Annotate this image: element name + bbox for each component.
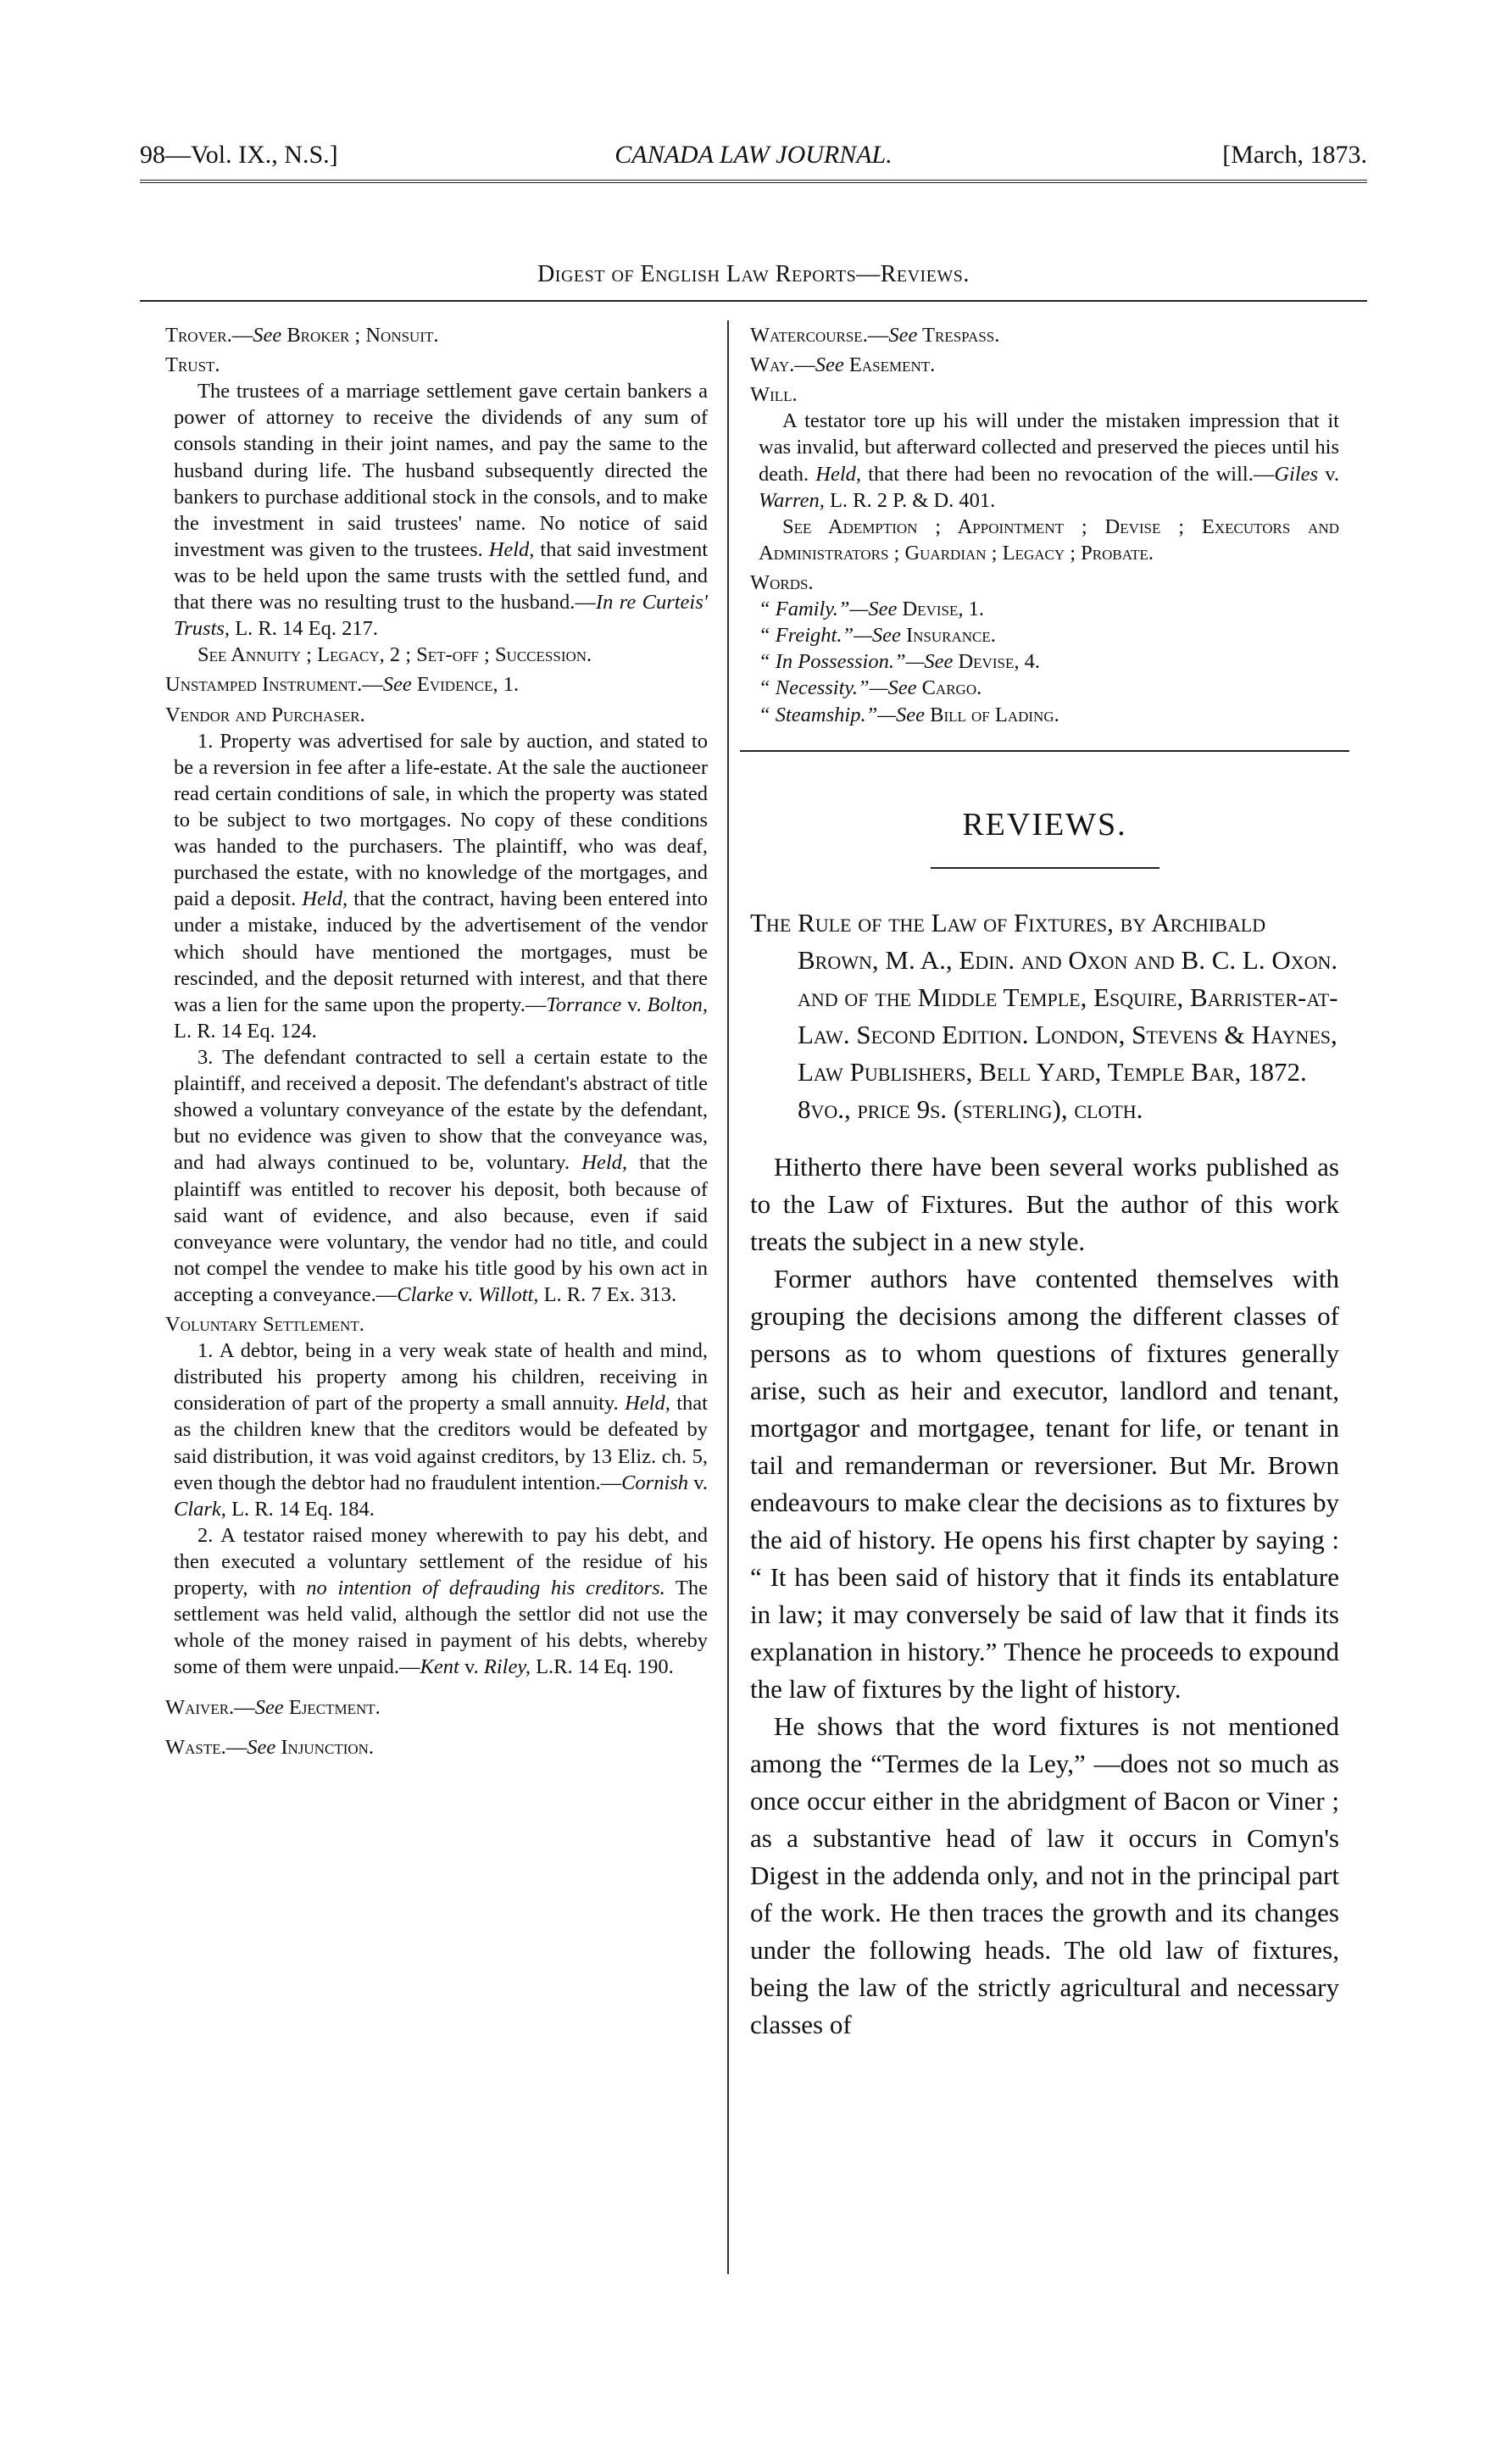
column-divider — [727, 320, 729, 2274]
body-text: 1. Property was advertised for sale by auction, and stated to be a reversion in fee after a life-estate. At the sale the auctioneer read certain conditions of sale, in which the property was stated to be subject to two mortgages. No copy of these conditions was handed to the purchasers. The plaintiff, who was deaf, purchased the estate, with no knowledge of the mortgages, and paid a deposit. — [174, 729, 708, 911]
case-name: Torrance — [546, 993, 622, 1016]
body-text: 3. The defendant contracted to sell a certain estate to the plaintiff, and received a deposit. The defendant's abstract of title showed a voluntary conveyance of the estate by the defendant, but no evidence was given to show that the conveyance was, and had always continued to be, voluntary. — [174, 1045, 708, 1175]
cross-ref: Injunction. — [275, 1735, 375, 1759]
held-word: Held, — [625, 1392, 670, 1416]
entry-head: Trover.— — [165, 324, 253, 347]
left-column — [165, 322, 708, 1764]
citation: L. R. 14 Eq. 217. — [230, 617, 378, 641]
entry-body — [174, 378, 708, 642]
held-word: Held, — [581, 1151, 627, 1175]
digest-entry-unstamped — [165, 671, 708, 698]
see-word: See — [888, 324, 918, 347]
body-text: The settlement was held valid, although the settlor did not use the whole of the money raised in payment of his debts, whereby some of them were unpaid.— — [174, 1577, 708, 1679]
entry-body — [174, 1522, 708, 1681]
word-term: “ In Possession.”—See — [759, 650, 954, 674]
case-name: In re Curteis' Trusts, — [174, 591, 708, 641]
citation: L. R. 14 Eq. 184. — [225, 1497, 375, 1521]
citation: L.R. 14 Eq. 190. — [530, 1655, 674, 1679]
body-text: that the contract, having been entered into under a mistake, induced by the advertisement of the vendor which should have mentioned the mortgages, must be rescinded, and the deposit returned with interest, and that there was a lien for the same upon the property.— — [174, 887, 709, 1016]
case-name: Giles — [1274, 462, 1319, 486]
digest-entry-waiver — [165, 1694, 708, 1721]
cross-ref: Trespass. — [917, 324, 1000, 347]
body-text: that the plaintiff was entitled to recover his deposit, both because of said want of evidence, and also because, even if said conveyance were voluntary, the vendor had no title, and could not compel the vendee to make his title good by his own act in accepting a conveyance.— — [174, 1151, 708, 1306]
digest-entry-way — [750, 352, 1339, 378]
emphasis: no intention of defrauding his creditors. — [306, 1577, 665, 1600]
list-item — [759, 648, 1339, 675]
running-head — [140, 141, 1367, 175]
body-text: that said investment was to be held upon the same trusts with the settled fund, and that there was no resulting trust to the husband.— — [174, 537, 708, 615]
word-term: “ Necessity.”—See — [759, 676, 917, 700]
cross-ref: Easement. — [843, 353, 936, 377]
digest-end-rule — [740, 750, 1349, 752]
review-body — [750, 1149, 1339, 2044]
case-name: Clark, — [174, 1497, 226, 1521]
held-word: Held, — [302, 887, 348, 911]
digest-entry-will — [750, 381, 1339, 566]
see-also: See Annuity ; Legacy, 2 ; Set-off ; Succession. — [197, 643, 592, 667]
case-name: Kent — [420, 1655, 459, 1679]
entry-head: Unstamped Instrument.— — [165, 673, 383, 697]
citation: L. R. 14 Eq. 124. — [174, 1019, 317, 1043]
body-text: that there had been no revocation of the will.— — [861, 462, 1275, 486]
entry-body — [174, 728, 708, 1044]
entry-body — [174, 1338, 708, 1522]
case-name: Clarke — [397, 1282, 453, 1306]
right-digest — [750, 322, 1339, 728]
reviews-heading: REVIEWS. — [962, 806, 1127, 843]
entry-head: Waste.— — [165, 1735, 247, 1759]
list-item — [759, 596, 1339, 622]
journal-title: CANADA LAW JOURNAL. — [614, 141, 893, 169]
see-also: See Ademption ; Appointment ; Devise ; Executors and Administrators ; Guardian ; Legacy ; Probate. — [759, 514, 1339, 565]
see-word: See — [247, 1735, 276, 1759]
body-text: that as the children knew that the creditors would be defeated by said distribution, it was void against creditors, by 13 Eliz. ch. 5, even though the debtor had no fraudulent intention.— — [174, 1392, 708, 1494]
cross-ref: Devise, 4. — [953, 650, 1040, 674]
words-list — [750, 596, 1339, 728]
body-text: The trustees of a marriage settlement gave certain bankers a power of attorney to receive the dividends of any sum of consols standing in their joint names, and pay the same to the husband during life. The husband subsequently directed the bankers to purchase additional stock in the consols, and to make the investment in said trustees' name. No notice of said investment was given to the trustees. — [174, 380, 708, 561]
section-heading: Digest of English Law Reports—Reviews. — [537, 261, 970, 287]
entry-body — [759, 408, 1339, 513]
section-rule — [140, 300, 1367, 302]
citation: L. R. 7 Ex. 313. — [538, 1282, 677, 1306]
body-text: A testator tore up his will under the mistaken impression that it was invalid, but afterward collected and preserved the pieces until his death. — [759, 409, 1339, 486]
see-word: See — [815, 353, 844, 377]
right-column — [750, 322, 1339, 2044]
digest-entry-trover — [165, 322, 708, 348]
reviews-rule — [931, 867, 1159, 869]
list-item — [759, 675, 1339, 701]
see-word: See — [253, 324, 282, 347]
cross-ref: Cargo. — [916, 676, 982, 700]
case-name: Riley, — [483, 1655, 531, 1679]
case-name: Bolton, — [647, 993, 708, 1016]
see-word: See — [382, 673, 412, 697]
case-name: Willott, — [477, 1282, 539, 1306]
list-item — [759, 702, 1339, 728]
entry-head: Will. — [750, 383, 798, 407]
cross-ref: Ejectment. — [283, 1695, 381, 1719]
book-title: The Rule of the Law of Fixtures, by Archibald Brown, M. A., Edin. and Oxon and B. C. L. Oxon. and of the Middle Temple, Esquire, Barrister-at-Law. Second Edition. London, Stevens & Haynes, Law Publishers, Bell Yard, Temple Bar, 1872. 8vo., price 9s. (sterling), cloth. — [750, 907, 1338, 1124]
entry-head: Vendor and Purchaser. — [165, 703, 365, 726]
digest-entry-watercourse — [750, 322, 1339, 348]
entry-body — [174, 1044, 708, 1308]
cross-ref: Broker ; Nonsuit. — [281, 324, 439, 347]
body-text: 2. A testator raised money wherewith to pay his debt, and then executed a voluntary settlement of the residue of his property, with — [174, 1523, 708, 1600]
word-term: “ Family.”—See — [759, 598, 898, 621]
cross-ref: Evidence, 1. — [411, 673, 520, 697]
review-paragraph: Hitherto there have been several works published as to the Law of Fixtures. But the author of this work treats the subject in a new style. — [750, 1151, 1339, 1256]
cross-ref: Devise, 1. — [897, 598, 984, 621]
case-name: Cornish — [621, 1471, 689, 1494]
cross-ref: Insurance. — [900, 624, 996, 648]
issue-date: [March, 1873. — [1222, 141, 1367, 169]
header-rule — [140, 180, 1367, 186]
versus: v. — [459, 1655, 484, 1679]
digest-entry-words — [750, 570, 1339, 728]
digest-entry-waste — [165, 1734, 708, 1760]
case-name: Warren, — [759, 488, 825, 512]
versus: v. — [621, 993, 648, 1016]
versus: v. — [688, 1471, 708, 1494]
see-word: See — [254, 1695, 284, 1719]
held-word: Held, — [815, 462, 862, 486]
digest-entry-vendor — [165, 702, 708, 1309]
digest-entry-voluntary — [165, 1311, 708, 1681]
versus: v. — [453, 1282, 478, 1306]
body-text: 1. A debtor, being in a very weak state of health and mind, distributed his property among his children, receiving in consideration of part of the property a small annuity. — [174, 1339, 708, 1416]
versus: v. — [1318, 462, 1339, 486]
digest-entry-trust — [165, 352, 708, 668]
review-paragraph: He shows that the word fixtures is not mentioned among the “Termes de la Ley,” —does not so much as once occur either in the abridgment of Bacon or Viner ; as a substantive head of law it occurs in Comyn's Digest in the addenda only, and not in the principal part of the work. He then traces the growth and its changes under the following heads. The old law of fixtures, being the law of the strictly agricultural and necessary classes of — [750, 1710, 1339, 2040]
entry-head: Watercourse.— — [750, 324, 889, 347]
word-term: “ Freight.”—See — [759, 624, 901, 648]
entry-head: Trust. — [165, 353, 220, 377]
citation: L. R. 2 P. & D. 401. — [824, 488, 996, 512]
list-item — [759, 622, 1339, 648]
held-word: Held, — [488, 537, 535, 561]
review-paragraph: Former authors have contented themselves with grouping the decisions among the different classes of persons as to whom questions of fixtures generally arise, such as heir and executor, landlord and tenant, mortgagor and mortgagee, tenant for life, or tenant in tail and remanderman or reversioner. But Mr. Brown endeavours to make clear the decisions as to fixtures by the aid of history. He opens his first chapter by saying : “ It has been said of history that it finds its entablature in law; it may conversely be said of law that it finds its explanation in history.” Thence he proceeds to expound the law of fixtures by the light of history. — [750, 1263, 1339, 1704]
word-term: “ Steamship.”—See — [759, 703, 925, 726]
entry-head: Waiver.— — [165, 1695, 255, 1719]
entry-head: Words. — [750, 570, 814, 594]
entry-head: Voluntary Settlement. — [165, 1313, 364, 1337]
cross-ref: Bill of Lading. — [925, 703, 1059, 726]
entry-head: Way.— — [750, 353, 815, 377]
page-volume: 98—Vol. IX., N.S.] — [140, 141, 338, 169]
